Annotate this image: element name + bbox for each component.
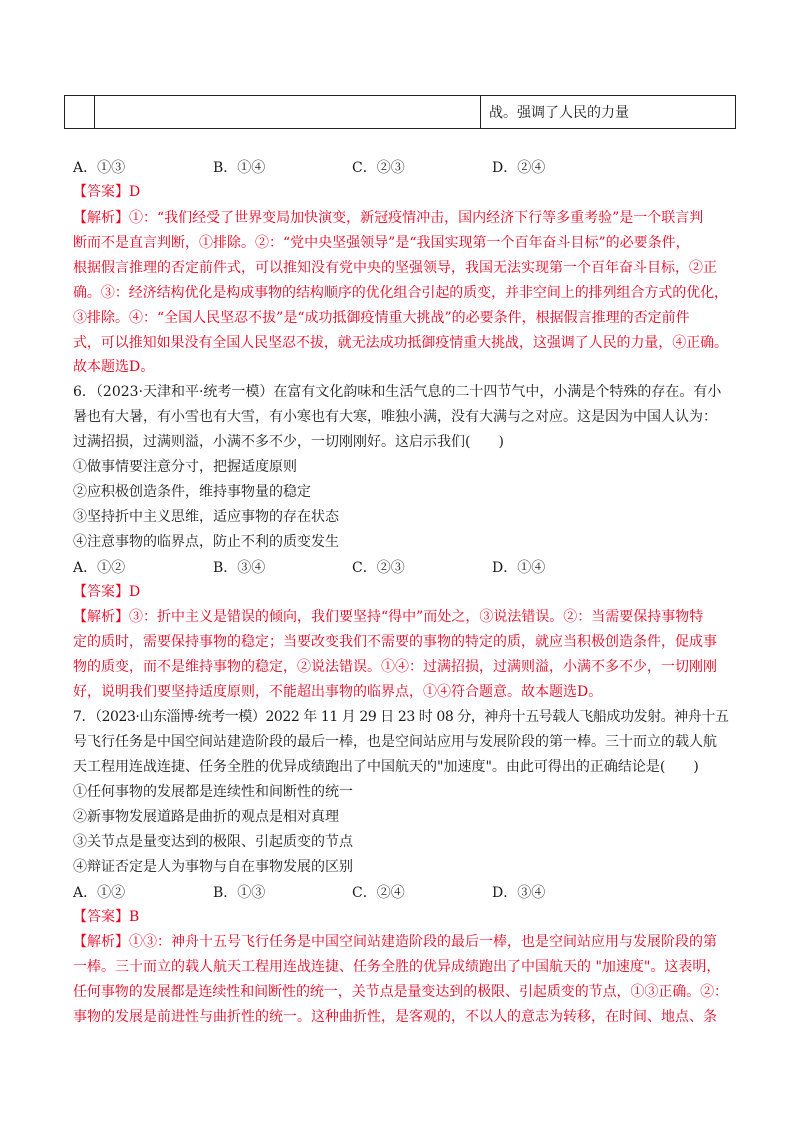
q6-option-c: C．②③ [352,560,405,576]
q7-item: ①任何事物的发展都是连续性和间断性的统一 [73,784,353,800]
q6-answer: 【答案】D [73,584,141,600]
q7-stem-line: 天工程用连战连捷、任务全胜的优异成绩跑出了中国航天的"加速度"。由此可得出的正确结论是( ) [73,759,699,775]
q5-option-b: B．①④ [213,160,266,176]
q6-item: ③坚持折中主义思维，适应事物的存在状态 [73,509,339,525]
q5-option-a: A．①③ [73,160,126,176]
table-cell-text: 战。强调了人民的力量 [489,105,629,121]
q5-analysis-line: 根据假言推理的否定前件式，可以推知没有党中央的坚强领导，我国无法实现第一个百年奋斗目标，②正 [73,260,717,276]
q5-analysis-line: 故本题选D。 [73,359,155,375]
q5-analysis-line: 确。③：经济结构优化是构成事物的结构顺序的优化组合引起的质变，并非空间上的排列组合方式的优化， [73,285,728,301]
q7-analysis-line: 一棒。三十而立的载人航天工程用连战连捷、任务全胜的优异成绩跑出了中国航天的 "加速度"。这表明， [73,959,721,975]
q7-option-b: B．①③ [213,885,266,901]
q6-stem-line: 过满招损，过满则溢，小满不多不少，一切刚刚好。这启示我们( ) [73,434,504,450]
q6-option-b: B．③④ [213,560,266,576]
q5-analysis-line: 【解析】①：“我们经受了世界变局加快演变，新冠疫情冲击，国内经济下行等多重考验”是一个联言判 [73,210,704,226]
q5-analysis-line: ③排除。④：“全国人民坚忍不拔”是“成功抵御疫情重大挑战”的必要条件，根据假言推理的否定前件 [73,310,690,326]
q6-item: ①做事情要注意分寸，把握适度原则 [73,459,297,475]
q6-analysis-line: 好，说明我们要坚持适度原则，不能超出事物的临界点，①④符合题意。故本题选D。 [73,684,603,700]
q6-stem-line: 暑也有大暑，有小雪也有大雪，有小寒也有大寒，唯独小满，没有大满与之对应。这是因为中国人认为： [73,409,717,425]
q6-analysis-line: 物的质变，而不是维持事物的稳定，②说法错误。①④：过满招损，过满则溢，小满不多不少，一切刚刚 [73,659,717,675]
q5-option-c: C．②③ [352,160,405,176]
q7-stem-line: 7．（2023·山东淄博·统考一模）2022 年 11 月 29 日 23 时 08 分，神舟十五号载人飞船成功发射。神舟十五 [73,709,729,725]
q6-option-a: A．①② [73,560,126,576]
q7-answer: 【答案】B [73,909,140,925]
q6-analysis-line: 【解析】③：折中主义是错误的倾向，我们要坚持“得中”而处之，③说法错误。②：当需要保持事物特 [73,609,704,625]
q7-option-c: C．②④ [352,885,405,901]
q7-item: ③关节点是量变达到的极限、引起质变的节点 [73,834,353,850]
q5-option-d: D．②④ [492,160,546,176]
q7-stem-line: 号飞行任务是中国空间站建造阶段的最后一棒，也是空间站应用与发展阶段的第一棒。三十而立的载人航 [73,734,717,750]
q7-analysis-line: 任何事物的发展都是连续性和间断性的统一，关节点是量变达到的极限、引起质变的节点，①③正确。②： [73,984,728,1000]
q7-option-d: D．③④ [492,885,546,901]
q7-item: ④辩证否定是人为事物与自在事物发展的区别 [73,859,353,875]
q6-analysis-line: 定的质时，需要保持事物的稳定；当要改变我们不需要的事物的特定的质，就应当积极创造条件，促成事 [73,634,717,650]
q7-analysis-line: 【解析】①③：神舟十五号飞行任务是中国空间站建造阶段的最后一棒，也是空间站应用与发展阶段的第 [73,934,717,950]
q7-option-a: A．①② [73,885,126,901]
q6-item: ④注意事物的临界点，防止不利的质变发生 [73,534,339,550]
q7-analysis-line: 事物的发展是前进性与曲折性的统一。这种曲折性，是客观的，不以人的意志为转移，在时间、地点、条 [73,1009,717,1025]
q5-analysis-line: 式，可以推知如果没有全国人民坚忍不拔，就无法成功抵御疫情重大挑战，这强调了人民的力量，④正确。 [73,335,728,351]
q6-stem-line: 6．（2023·天津和平·统考一模）在富有文化韵味和生活气息的二十四节气中，小满是个特殊的存在。有小 [73,384,722,400]
q6-option-d: D．①④ [492,560,546,576]
q7-item: ②新事物发展道路是曲折的观点是相对真理 [73,809,339,825]
q6-item: ②应积极创造条件，维持事物量的稳定 [73,484,311,500]
table-cell-index [65,96,95,128]
q5-answer: 【答案】D [73,184,141,200]
table-cell-empty [95,96,481,128]
q5-analysis-line: 断而不是直言判断，①排除。②：“党中央坚强领导”是“我国实现第一个百年奋斗目标”的必要条件， [73,235,690,251]
table-fragment [64,95,736,129]
